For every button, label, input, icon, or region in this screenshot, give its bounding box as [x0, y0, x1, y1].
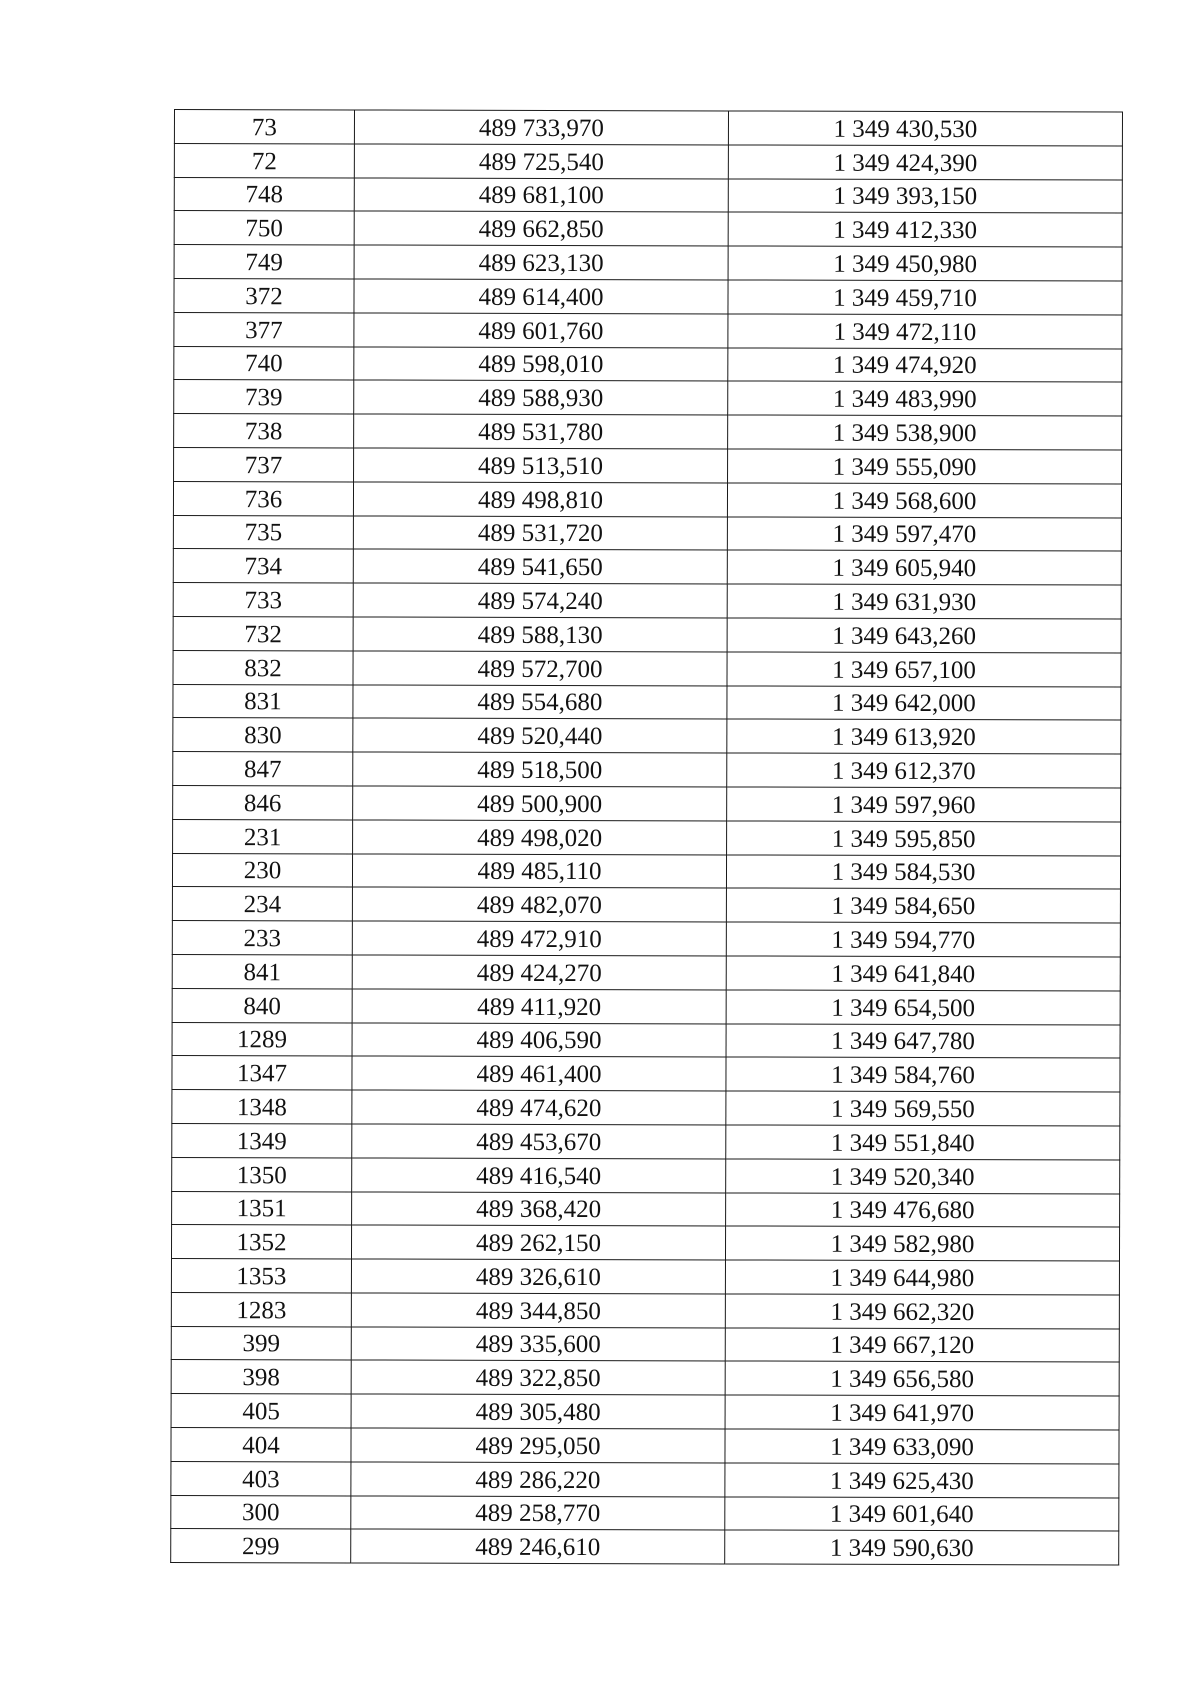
y-coordinate-cell: 1 349 474,920: [728, 348, 1122, 383]
x-coordinate-cell: 489 472,910: [352, 921, 726, 956]
point-number-cell: 300: [171, 1495, 351, 1529]
point-number-cell: 231: [173, 819, 353, 853]
point-number-cell: 739: [174, 380, 354, 414]
y-coordinate-cell: 1 349 584,760: [726, 1057, 1120, 1092]
x-coordinate-cell: 489 518,500: [353, 752, 727, 787]
table-row: [173, 616, 1121, 652]
point-number-cell: 840: [172, 988, 352, 1022]
x-coordinate-cell: 489 531,780: [354, 414, 728, 449]
point-number-cell: 1283: [171, 1292, 351, 1326]
y-coordinate-cell: 1 349 657,100: [727, 652, 1121, 687]
point-number-cell: 233: [172, 921, 352, 955]
y-coordinate-cell: 1 349 459,710: [728, 280, 1122, 315]
table-row: [172, 1157, 1120, 1193]
x-coordinate-cell: 489 531,720: [353, 516, 727, 551]
table-row: [174, 245, 1122, 281]
point-number-cell: 734: [173, 549, 353, 583]
x-coordinate-cell: 489 572,700: [353, 651, 727, 686]
x-coordinate-cell: 489 461,400: [352, 1056, 726, 1091]
y-coordinate-cell: 1 349 612,370: [727, 753, 1121, 788]
x-coordinate-cell: 489 416,540: [352, 1158, 726, 1193]
y-coordinate-cell: 1 349 430,530: [728, 111, 1122, 146]
x-coordinate-cell: 489 725,540: [354, 144, 728, 179]
y-coordinate-cell: 1 349 625,430: [725, 1463, 1119, 1498]
table-row: [174, 143, 1122, 179]
point-number-cell: 832: [173, 650, 353, 684]
point-number-cell: 405: [171, 1394, 351, 1428]
x-coordinate-cell: 489 614,400: [354, 279, 728, 314]
y-coordinate-cell: 1 349 656,580: [725, 1361, 1119, 1396]
table-row: [171, 1394, 1119, 1430]
point-number-cell: 372: [174, 278, 354, 312]
x-coordinate-cell: 489 262,150: [351, 1225, 725, 1260]
y-coordinate-cell: 1 349 555,090: [728, 449, 1122, 484]
x-coordinate-cell: 489 246,610: [351, 1529, 725, 1564]
table-row: [172, 887, 1120, 923]
table-row: [173, 549, 1121, 585]
y-coordinate-cell: 1 349 644,980: [725, 1260, 1119, 1295]
x-coordinate-cell: 489 498,810: [353, 482, 727, 517]
y-coordinate-cell: 1 349 667,120: [725, 1328, 1119, 1363]
y-coordinate-cell: 1 349 584,530: [726, 854, 1120, 889]
y-coordinate-cell: 1 349 582,980: [725, 1226, 1119, 1261]
point-number-cell: 846: [173, 785, 353, 819]
x-coordinate-cell: 489 424,270: [352, 955, 726, 990]
point-number-cell: 398: [171, 1360, 351, 1394]
x-coordinate-cell: 489 368,420: [352, 1191, 726, 1226]
x-coordinate-cell: 489 485,110: [352, 854, 726, 889]
table-row: [171, 1225, 1119, 1261]
y-coordinate-cell: 1 349 483,990: [728, 381, 1122, 416]
x-coordinate-cell: 489 500,900: [353, 786, 727, 821]
y-coordinate-cell: 1 349 538,900: [728, 415, 1122, 450]
table-row: [174, 414, 1122, 450]
table-row: [174, 110, 1122, 146]
point-number-cell: 234: [172, 887, 352, 921]
table-row: [171, 1326, 1119, 1362]
point-number-cell: 377: [174, 312, 354, 346]
y-coordinate-cell: 1 349 472,110: [728, 314, 1122, 349]
point-number-cell: 1349: [172, 1123, 352, 1157]
x-coordinate-cell: 489 498,020: [353, 820, 727, 855]
table-row: [171, 1461, 1119, 1497]
table-row: [172, 988, 1120, 1024]
x-coordinate-cell: 489 286,220: [351, 1462, 725, 1497]
y-coordinate-cell: 1 349 642,000: [727, 685, 1121, 720]
point-number-cell: 1348: [172, 1090, 352, 1124]
point-number-cell: 230: [172, 853, 352, 887]
table-row: [174, 447, 1122, 483]
table-row: [173, 684, 1121, 720]
x-coordinate-cell: 489 258,770: [351, 1496, 725, 1531]
table-row: [173, 650, 1121, 686]
table-row: [172, 1123, 1120, 1159]
table-row: [172, 954, 1120, 990]
y-coordinate-cell: 1 349 605,940: [727, 550, 1121, 585]
table-row: [174, 211, 1122, 247]
point-number-cell: 1353: [171, 1259, 351, 1293]
x-coordinate-cell: 489 574,240: [353, 583, 727, 618]
point-number-cell: 733: [173, 583, 353, 617]
y-coordinate-cell: 1 349 393,150: [728, 179, 1122, 214]
y-coordinate-cell: 1 349 597,470: [727, 517, 1121, 552]
x-coordinate-cell: 489 623,130: [354, 245, 728, 280]
point-number-cell: 1352: [171, 1225, 351, 1259]
y-coordinate-cell: 1 349 569,550: [726, 1091, 1120, 1126]
y-coordinate-cell: 1 349 424,390: [728, 145, 1122, 180]
point-number-cell: 1351: [172, 1191, 352, 1225]
x-coordinate-cell: 489 541,650: [353, 549, 727, 584]
x-coordinate-cell: 489 335,600: [351, 1327, 725, 1362]
table-row: [174, 177, 1122, 213]
y-coordinate-cell: 1 349 551,840: [726, 1125, 1120, 1160]
x-coordinate-cell: 489 513,510: [354, 448, 728, 483]
y-coordinate-cell: 1 349 654,500: [726, 990, 1120, 1025]
x-coordinate-cell: 489 406,590: [352, 1022, 726, 1057]
table-row: [173, 583, 1121, 619]
y-coordinate-cell: 1 349 412,330: [728, 212, 1122, 247]
y-coordinate-cell: 1 349 520,340: [726, 1159, 1120, 1194]
table-row: [174, 312, 1122, 348]
y-coordinate-cell: 1 349 662,320: [725, 1294, 1119, 1329]
table-row: [173, 785, 1121, 821]
point-number-cell: 750: [174, 211, 354, 245]
point-number-cell: 749: [174, 245, 354, 279]
table-row: [173, 819, 1121, 855]
y-coordinate-cell: 1 349 568,600: [727, 483, 1121, 518]
coordinates-table: [170, 109, 1123, 1566]
point-number-cell: 1289: [172, 1022, 352, 1056]
y-coordinate-cell: 1 349 597,960: [727, 787, 1121, 822]
y-coordinate-cell: 1 349 613,920: [727, 719, 1121, 754]
point-number-cell: 399: [171, 1326, 351, 1360]
x-coordinate-cell: 489 305,480: [351, 1394, 725, 1429]
x-coordinate-cell: 489 474,620: [352, 1090, 726, 1125]
y-coordinate-cell: 1 349 641,970: [725, 1395, 1119, 1430]
x-coordinate-cell: 489 681,100: [354, 178, 728, 213]
table-row: [173, 481, 1121, 517]
point-number-cell: 299: [171, 1529, 351, 1563]
point-number-cell: 735: [173, 515, 353, 549]
x-coordinate-cell: 489 326,610: [351, 1259, 725, 1294]
table-row: [171, 1292, 1119, 1328]
x-coordinate-cell: 489 322,850: [351, 1360, 725, 1395]
y-coordinate-cell: 1 349 643,260: [727, 618, 1121, 653]
point-number-cell: 830: [173, 718, 353, 752]
point-number-cell: 847: [173, 752, 353, 786]
table-row: [172, 1191, 1120, 1227]
x-coordinate-cell: 489 344,850: [351, 1293, 725, 1328]
table-row: [172, 853, 1120, 889]
point-number-cell: 1350: [172, 1157, 352, 1191]
point-number-cell: 732: [173, 616, 353, 650]
table-row: [174, 346, 1122, 382]
x-coordinate-cell: 489 662,850: [354, 211, 728, 246]
y-coordinate-cell: 1 349 641,840: [726, 956, 1120, 991]
table-row: [171, 1360, 1119, 1396]
point-number-cell: 72: [174, 143, 354, 177]
point-number-cell: 73: [174, 110, 354, 144]
point-number-cell: 738: [174, 414, 354, 448]
x-coordinate-cell: 489 295,050: [351, 1428, 725, 1463]
point-number-cell: 736: [173, 481, 353, 515]
y-coordinate-cell: 1 349 633,090: [725, 1429, 1119, 1464]
point-number-cell: 841: [172, 954, 352, 988]
table-row: [173, 718, 1121, 754]
point-number-cell: 403: [171, 1461, 351, 1495]
point-number-cell: 737: [174, 447, 354, 481]
x-coordinate-cell: 489 482,070: [352, 887, 726, 922]
x-coordinate-cell: 489 554,680: [353, 685, 727, 720]
x-coordinate-cell: 489 733,970: [354, 110, 728, 145]
table-row: [171, 1428, 1119, 1464]
point-number-cell: 740: [174, 346, 354, 380]
table-row: [172, 1090, 1120, 1126]
x-coordinate-cell: 489 598,010: [354, 347, 728, 382]
y-coordinate-cell: 1 349 450,980: [728, 246, 1122, 281]
x-coordinate-cell: 489 520,440: [353, 718, 727, 753]
table-row: [172, 1022, 1120, 1058]
y-coordinate-cell: 1 349 590,630: [725, 1530, 1119, 1565]
table-row: [172, 921, 1120, 957]
y-coordinate-cell: 1 349 595,850: [727, 821, 1121, 856]
point-number-cell: 404: [171, 1428, 351, 1462]
table-row: [173, 752, 1121, 788]
y-coordinate-cell: 1 349 476,680: [726, 1192, 1120, 1227]
x-coordinate-cell: 489 588,930: [354, 380, 728, 415]
x-coordinate-cell: 489 411,920: [352, 989, 726, 1024]
point-number-cell: 1347: [172, 1056, 352, 1090]
y-coordinate-cell: 1 349 647,780: [726, 1023, 1120, 1058]
table-row: [172, 1056, 1120, 1092]
x-coordinate-cell: 489 453,670: [352, 1124, 726, 1159]
coordinates-table-body: [171, 110, 1123, 1566]
table-row: [174, 380, 1122, 416]
y-coordinate-cell: 1 349 631,930: [727, 584, 1121, 619]
y-coordinate-cell: 1 349 594,770: [726, 922, 1120, 957]
table-row: [173, 515, 1121, 551]
y-coordinate-cell: 1 349 584,650: [726, 888, 1120, 923]
point-number-cell: 831: [173, 684, 353, 718]
table-row: [171, 1495, 1119, 1531]
table-row: [171, 1259, 1119, 1295]
x-coordinate-cell: 489 601,760: [354, 313, 728, 348]
table-row: [174, 278, 1122, 314]
table-row: [171, 1529, 1119, 1565]
x-coordinate-cell: 489 588,130: [353, 617, 727, 652]
point-number-cell: 748: [174, 177, 354, 211]
y-coordinate-cell: 1 349 601,640: [725, 1497, 1119, 1532]
